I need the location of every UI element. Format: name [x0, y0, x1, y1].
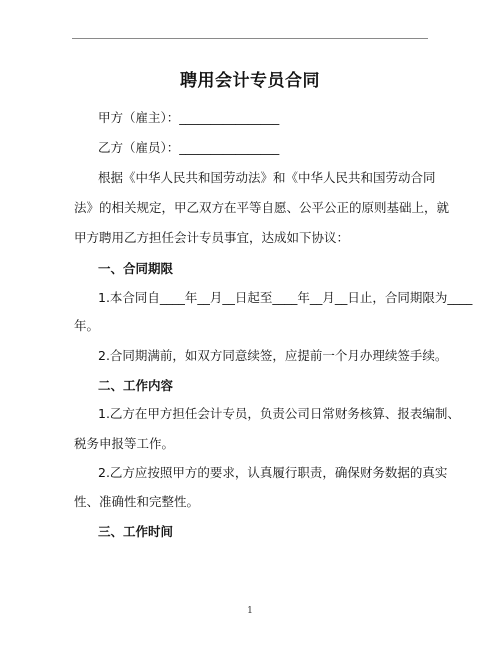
duties-clause-1-line-2: 税务申报等工作。 — [74, 436, 175, 451]
document-title: 聘用会计专员合同 — [180, 71, 320, 91]
page-number: 1 — [247, 606, 253, 616]
intro-line-1: 根据《中华人民共和国劳动法》和《中华人民共和国劳动合同 — [98, 170, 436, 185]
intro-line-3: 甲方聘用乙方担任会计专员事宜，达成如下协议： — [74, 230, 350, 245]
section-heading-term: 一、合同期限 — [98, 261, 174, 276]
intro-line-2: 法》的相关规定，甲乙双方在平等自愿、公平公正的原则基础上，就 — [74, 200, 450, 215]
duties-clause-2-line-1: 2.乙方应按照甲方的要求，认真履行职责，确保财务数据的真实 — [98, 465, 448, 480]
term-clause-2-line-1: 2.合同期满前，如双方同意续签，应提前一个月办理续签手续。 — [98, 348, 448, 363]
duties-clause-1-line-1: 1.乙方在甲方担任会计专员，负责公司日常财务核算、报表编制、 — [98, 406, 460, 421]
duties-clause-2-line-2: 性、准确性和完整性。 — [74, 494, 200, 509]
section-heading-duties: 二、工作内容 — [98, 378, 174, 393]
party-b-line: 乙方（雇员）：________________ — [98, 140, 280, 155]
party-a-line: 甲方（雇主）：________________ — [98, 110, 280, 125]
section-heading-hours: 三、工作时间 — [98, 524, 174, 539]
term-clause-1-line-2: 年。 — [74, 318, 100, 333]
term-clause-1-line-1: 1.本合同自____年__月__日起至____年__月__日止，合同期限为____ — [98, 290, 473, 305]
header-rule — [72, 38, 428, 39]
